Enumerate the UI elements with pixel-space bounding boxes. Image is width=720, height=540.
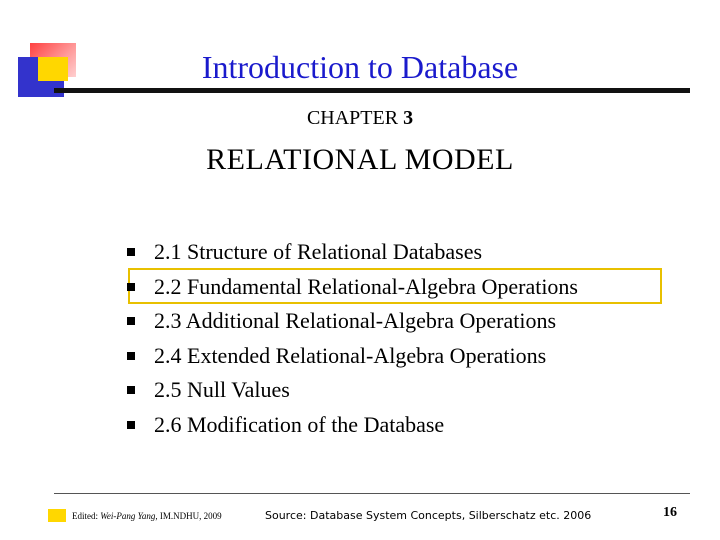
slide-title: Introduction to Database [201,49,519,85]
section-item [127,304,578,339]
bullet-square-icon [127,352,135,360]
footer-source: Source: Database System Concepts, Silberschatz etc. 2006 [265,509,592,522]
section-item [127,339,578,374]
section-item-highlighted [127,270,578,305]
section-item [127,373,578,408]
chapter-number: 3 [403,107,414,129]
footer-edited [72,511,222,521]
edited-label: Edited: [72,511,98,521]
section-item-text: 2.6 Modification of the Database [154,411,445,437]
section-item-text: 2.4 Extended Relational-Algebra Operations [154,342,547,368]
bullet-square-icon [127,317,135,325]
footer-divider [54,493,690,494]
bullet-square-icon [127,283,135,291]
title-underline [54,88,690,93]
section-item [127,235,578,270]
bullet-square-icon [127,248,135,256]
section-item-text: 2.3 Additional Relational-Algebra Operations [154,308,557,334]
page-number: 16 [663,505,677,520]
bullet-square-icon [127,386,135,394]
edited-org: IM.NDHU, 2009 [159,511,222,521]
section-item [127,408,578,443]
edited-author: Wei-Pang Yang, [100,511,158,521]
bullet-square-icon [127,421,135,429]
section-list [127,235,578,443]
footer-yellow-mark [48,509,66,522]
slide-subtitle: RELATIONAL MODEL [206,143,514,176]
chapter-heading [0,107,720,130]
section-item-text: 2.1 Structure of Relational Databases [154,239,483,264]
chapter-label: CHAPTER [306,107,399,129]
section-item-text: 2.5 Null Values [154,377,290,403]
section-item-text: 2.2 Fundamental Relational-Algebra Operations [154,273,578,299]
